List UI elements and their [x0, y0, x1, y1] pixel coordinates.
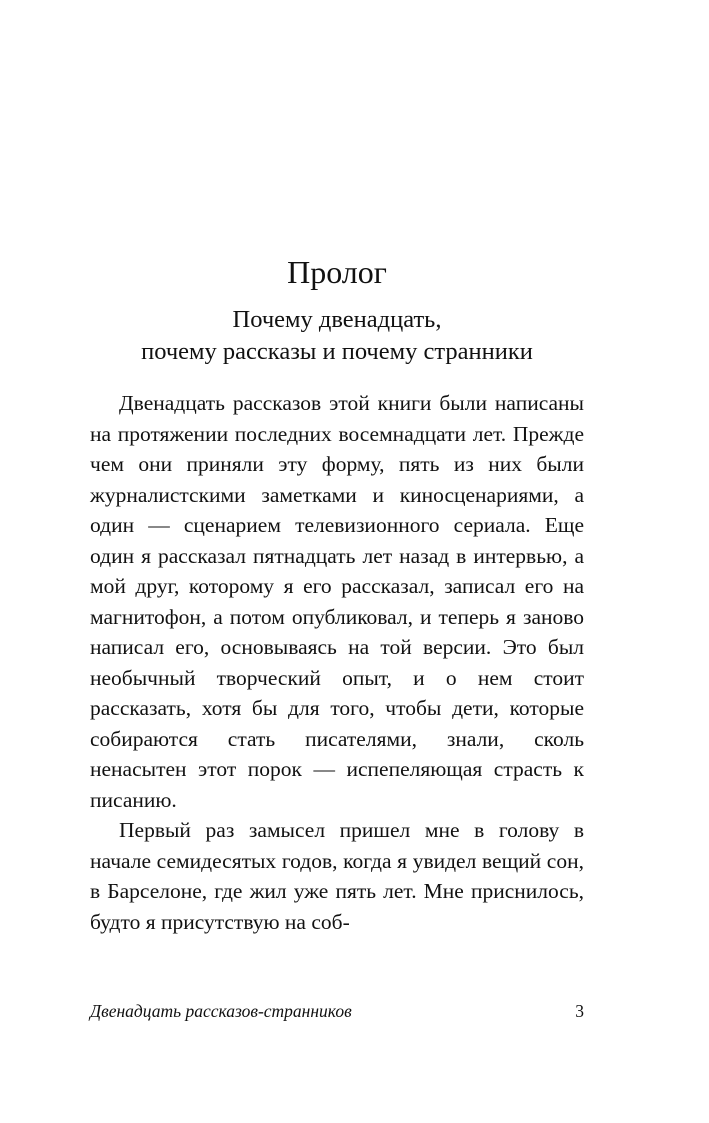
- chapter-subtitle-line-2: почему рассказы и почему странники: [141, 338, 533, 365]
- body-text: [90, 388, 584, 937]
- chapter-subtitle: [90, 304, 584, 368]
- page-number: 3: [575, 1001, 584, 1021]
- book-page: [90, 0, 584, 1123]
- chapter-subtitle-line-1: Почему двенадцать,: [232, 306, 442, 333]
- running-title: Двенадцать рассказов-странников: [90, 1001, 352, 1021]
- chapter-title: Пролог: [287, 254, 387, 290]
- paragraph-2: Первый раз замысел пришел мне в голову в начале семидесятых годов, когда я увидел вещий сон, в Барселоне, где жил уже пять лет. Мне приснилось, будто я присутствую на соб-: [90, 818, 584, 934]
- paragraph-1: Двенадцать рассказов этой книги были написаны на протяжении последних восемнадцати лет. Прежде чем они приняли эту форму, пять из них были журналистскими заметками и киносценариями, а один — сценарием телевизионного сериала. Еще один я рассказал пятнадцать лет назад в интервью, а мой друг, которому я его рассказал, записал его на магнитофон, а потом опубликовал, и теперь я заново написал его, основываясь на той версии. Это был необычный творческий опыт, и о нем стоит рассказать, хотя бы для того, чтобы дети, которые собираются стать писателями, знали, сколь ненасытен этот порок — испепеляющая страсть к писанию.: [90, 391, 584, 812]
- page-footer: [90, 998, 584, 1024]
